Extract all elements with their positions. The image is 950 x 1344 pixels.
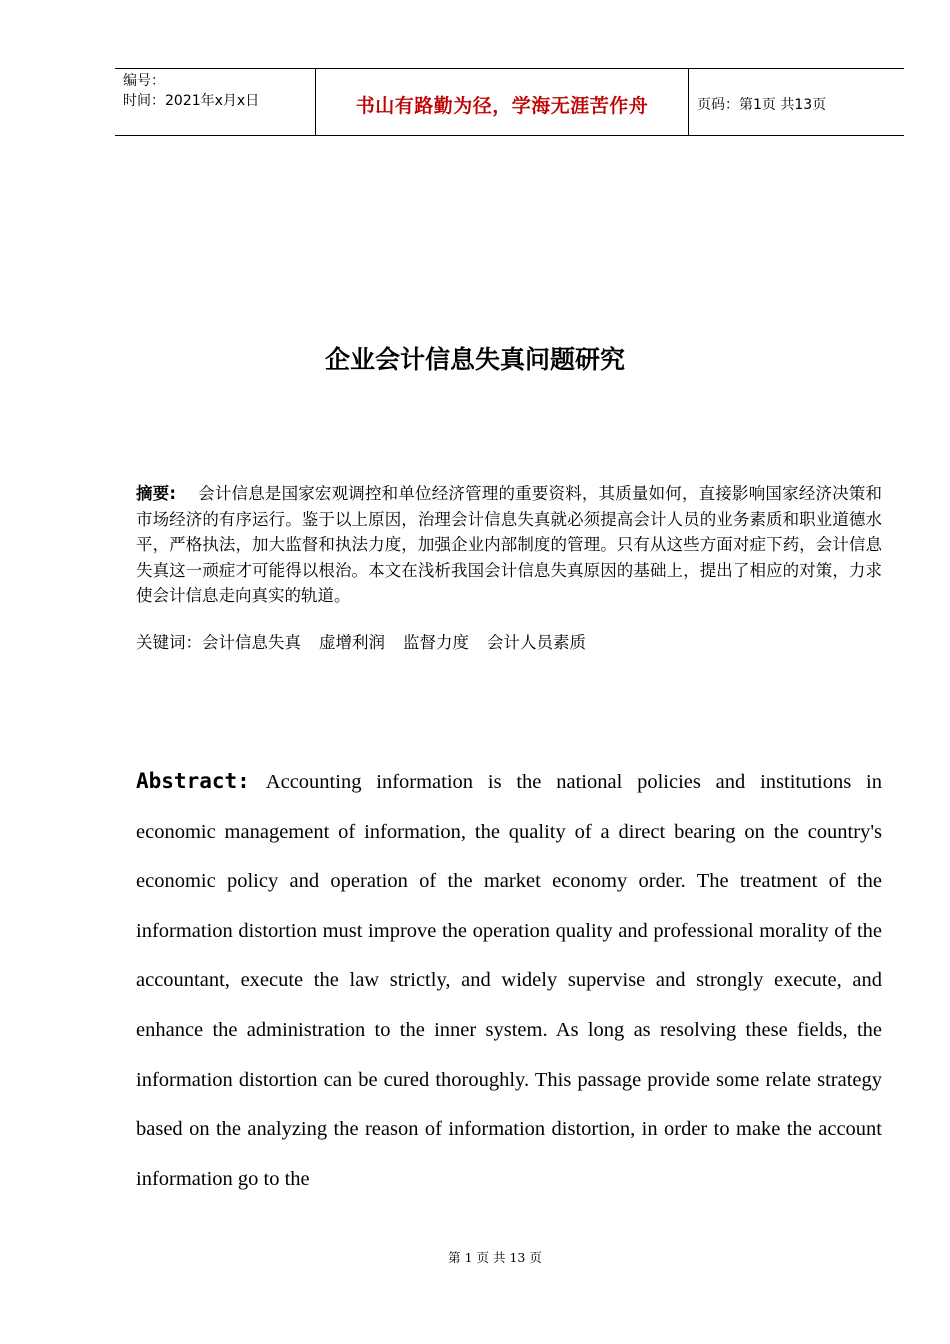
header-page-info-cell xyxy=(689,69,904,135)
keyword-item: 监督力度 xyxy=(403,633,469,652)
motto: 书山有路勤为径，学海无涯苦作舟 xyxy=(355,94,649,117)
time-label: 时间：2021年x月x日 xyxy=(123,93,260,109)
abstract-en-label: Abstract: xyxy=(136,769,250,793)
abstract-cn-label: 摘要: xyxy=(136,484,176,503)
abstract-chinese xyxy=(136,481,882,609)
document-title: 企业会计信息失真问题研究 xyxy=(324,345,625,374)
header-table xyxy=(115,68,904,136)
keywords-label: 关键词： xyxy=(136,633,202,652)
page-info: 页码：第1页 共13页 xyxy=(697,97,827,113)
footer-page-number xyxy=(0,1248,950,1266)
footer-page-text: 第 1 页 共 13 页 xyxy=(448,1250,542,1265)
header-meta xyxy=(115,69,315,135)
keyword-item: 会计信息失真 xyxy=(202,633,301,652)
keywords xyxy=(136,630,882,655)
keyword-item: 虚增利润 xyxy=(319,633,385,652)
keyword-item: 会计人员素质 xyxy=(487,633,586,652)
abstract-english xyxy=(136,757,882,1204)
abstract-cn-text: 会计信息是国家宏观调控和单位经济管理的重要资料，其质量如何，直接影响国家经济决策和市场经济的有序运行。鉴于以上原因，治理会计信息失真就必须提高会计人员的业务素质和职业道德水平，严格执法，加大监督和执法力度，加强企业内部制度的管理。只有从这些方面对症下药，会计信息失真这一顽症才可能得以根治。本文在浅析我国会计信息失真原因的基础上，提出了相应的对策，力求使会计信息走向真实的轨道。 xyxy=(136,484,882,605)
header-motto-cell xyxy=(315,69,689,135)
number-label: 编号： xyxy=(123,73,165,89)
abstract-en-text: Accounting information is the national policies and institutions in economic management of information, the quality of a direct bearing on the country's economic policy and operation of the market economy order. The treatment of the information distortion must improve the operation quality and professional morality of the accountant, execute the law strictly, and widely supervise and strongly execute, and enhance the administration to the inner system. As long as resolving these fields, the information distortion can be cured thoroughly. This passage provide some relate strategy based on the analyzing the reason of information distortion, in order to make the account information go to the xyxy=(136,771,882,1190)
